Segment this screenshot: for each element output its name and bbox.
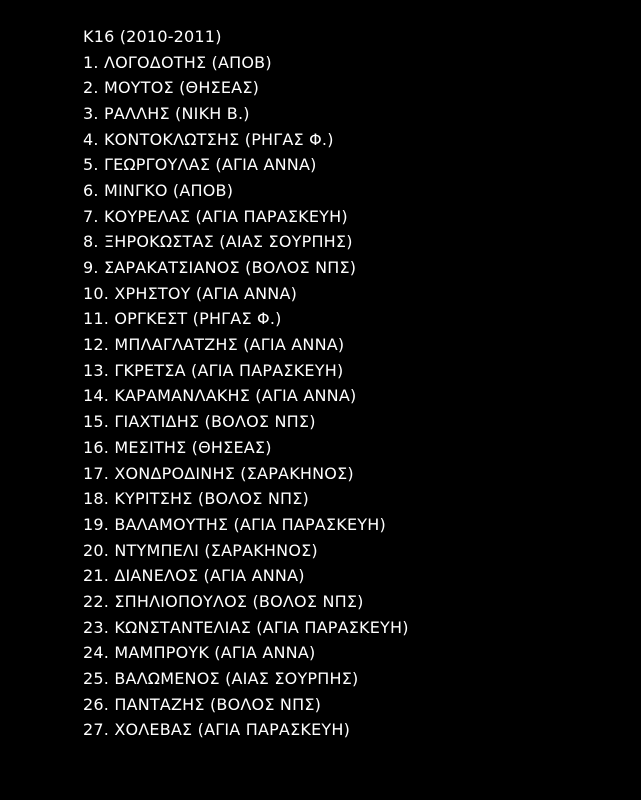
roster-item: 19. ΒΑΛΑΜΟΥΤΗΣ (ΑΓΙΑ ΠΑΡΑΣΚΕΥΗ) — [83, 514, 386, 534]
roster-item: 23. ΚΩΝΣΤΑΝΤΕΛΙΑΣ (ΑΓΙΑ ΠΑΡΑΣΚΕΥΗ) — [83, 617, 409, 637]
roster-item: 24. ΜΑΜΠΡΟΥΚ (ΑΓΙΑ ΑΝΝΑ) — [83, 643, 316, 663]
roster-item: 15. ΓΙΑΧΤΙΔΗΣ (ΒΟΛΟΣ ΝΠΣ) — [83, 412, 316, 432]
roster-item: 4. ΚΟΝΤΟΚΛΩΤΣΗΣ (ΡΗΓΑΣ Φ.) — [83, 129, 334, 149]
roster-item: 9. ΣΑΡΑΚΑΤΣΙΑΝΟΣ (ΒΟΛΟΣ ΝΠΣ) — [83, 258, 357, 277]
roster-item: 18. ΚΥΡΙΤΣΗΣ (ΒΟΛΟΣ ΝΠΣ) — [83, 489, 309, 509]
roster-item: 2. ΜΟΥΤΟΣ (ΘΗΣΕΑΣ) — [83, 78, 260, 98]
roster-item: 13. ΓΚΡΕΤΣΑ (ΑΓΙΑ ΠΑΡΑΣΚΕΥΗ) — [83, 360, 344, 380]
roster-item: 20. ΝΤΥΜΠΕΛΙ (ΣΑΡΑΚΗΝΟΣ) — [83, 540, 318, 560]
roster-item: 21. ΔΙΑΝΕΛΟΣ (ΑΓΙΑ ΑΝΝΑ) — [83, 566, 305, 586]
roster-item: 22. ΣΠΗΛΙΟΠΟΥΛΟΣ (ΒΟΛΟΣ ΝΠΣ) — [83, 591, 364, 611]
roster-item: 10. ΧΡΗΣΤΟΥ (ΑΓΙΑ ΑΝΝΑ) — [83, 283, 298, 303]
roster-list — [83, 50, 623, 744]
roster-item: 16. ΜΕΣΙΤΗΣ (ΘΗΣΕΑΣ) — [83, 437, 272, 457]
roster-title: K16 (2010-2011) — [83, 27, 222, 46]
roster-item: 27. ΧΟΛΕΒΑΣ (ΑΓΙΑ ΠΑΡΑΣΚΕΥΗ) — [83, 720, 351, 740]
roster-item: 25. ΒΑΛΩΜΕΝΟΣ (ΑΙΑΣ ΣΟΥΡΠΗΣ) — [83, 669, 359, 688]
roster-item: 5. ΓΕΩΡΓΟΥΛΑΣ (ΑΓΙΑ ΑΝΝΑ) — [83, 155, 317, 175]
roster-item: 26. ΠΑΝΤΑΖΗΣ (ΒΟΛΟΣ ΝΠΣ) — [83, 694, 322, 714]
roster-document — [83, 24, 623, 743]
roster-item: 8. ΞΗΡΟΚΩΣΤΑΣ (ΑΙΑΣ ΣΟΥΡΠΗΣ) — [83, 232, 353, 252]
roster-item: 1. ΛΟΓΟΔΟΤΗΣ (ΑΠΟΒ) — [83, 52, 272, 72]
roster-item: 6. ΜΙΝΓΚΟ (ΑΠΟΒ) — [83, 180, 234, 200]
roster-item: 14. ΚΑΡΑΜΑΝΛΑΚΗΣ (ΑΓΙΑ ΑΝΝΑ) — [83, 386, 357, 406]
roster-item: 12. ΜΠΛΑΓΛΑΤΖΗΣ (ΑΓΙΑ ΑΝΝΑ) — [83, 335, 345, 355]
roster-item: 17. ΧΟΝΔΡΟΔΙΝΗΣ (ΣΑΡΑΚΗΝΟΣ) — [83, 463, 354, 483]
roster-item: 3. ΡΑΛΛΗΣ (ΝΙΚΗ Β.) — [83, 103, 250, 123]
roster-item: 11. ΟΡΓΚΕΣΤ (ΡΗΓΑΣ Φ.) — [83, 309, 282, 329]
roster-item: 7. ΚΟΥΡΕΛΑΣ (ΑΓΙΑ ΠΑΡΑΣΚΕΥΗ) — [83, 206, 348, 226]
